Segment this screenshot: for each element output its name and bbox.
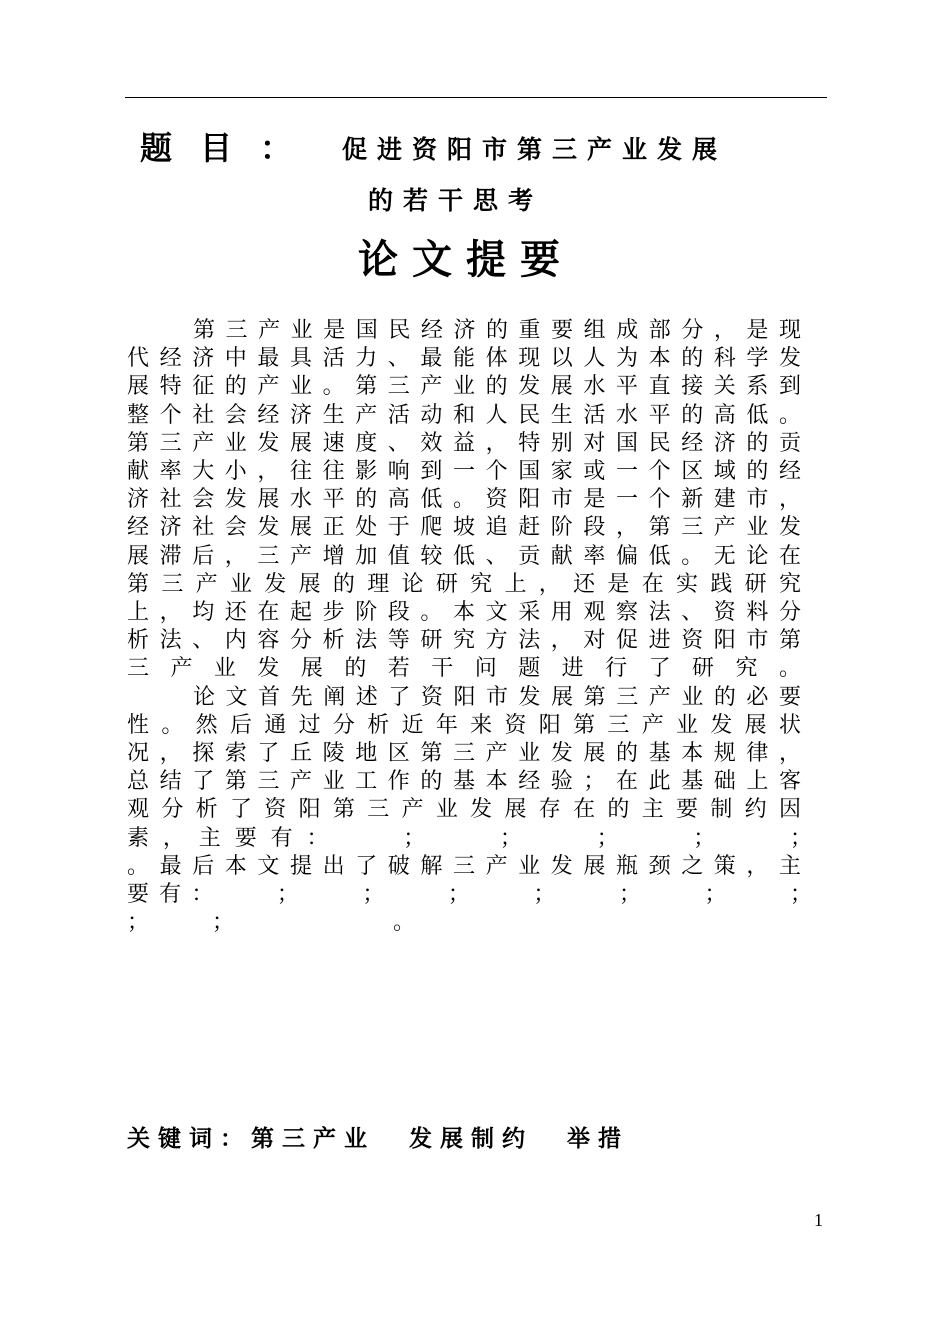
keyword-item: 第三产业 [251, 1125, 375, 1152]
abstract-paragraph-1: 第三产业是国民经济的重要组成部分，是现代经济中最具活力、最能体现以人为本的科学发展特征的产业。第三产业的发展水平直接关系到整个社会经济生产活动和人民生活水平的高低。第三产业发展速度、效益，特别对国民经济的贡献率大小，往往影响到一个国家或一个区域的经济社会发展水平的高低。资阳市是一个新建市，经济社会发展正处于爬坡追赶阶段，第三产业发展滞后，三产增加值较低、贡献率偏低。无论在第三产业发展的理论研究上，还是在实践研究上，均还在起步阶段。本文采用观察法、资料分析法、内容分析法等研究方法，对促进资阳市第三产业发展的若干问题进行了研究。 [127, 318, 811, 682]
title-block [140, 128, 810, 170]
keyword-item: 发展制约 [409, 1125, 533, 1152]
abstract-paragraph-2: 论文首先阐述了资阳市发展第三产业的必要性。然后通过分析近年来资阳第三产业发展状况，探索了丘陵地区第三产业发展的基本规律，总结了第三产业工作的基本经验；在此基础上客观分析了资阳第三产业发展存在的主要制约因素，主要有： ； ； ； ； ； 。最后本文提出了破解三产业发展瓶颈之策，主要有： ； ； ； ； ； ； ； ； ； 。 [127, 684, 876, 936]
header-rule [125, 97, 827, 98]
title-line-2: 的若干思考 [368, 186, 544, 215]
keyword-item: 举措 [567, 1125, 629, 1152]
abstract-body [127, 317, 876, 937]
page-number: 1 [814, 1210, 823, 1230]
keywords-line [127, 1123, 817, 1155]
keywords-label: 关键词： [127, 1125, 251, 1152]
section-heading: 论文提要 [358, 236, 574, 283]
title-line-1: 促进资阳市第三产业发展 [342, 135, 728, 164]
title-label: 题目： [140, 129, 321, 167]
